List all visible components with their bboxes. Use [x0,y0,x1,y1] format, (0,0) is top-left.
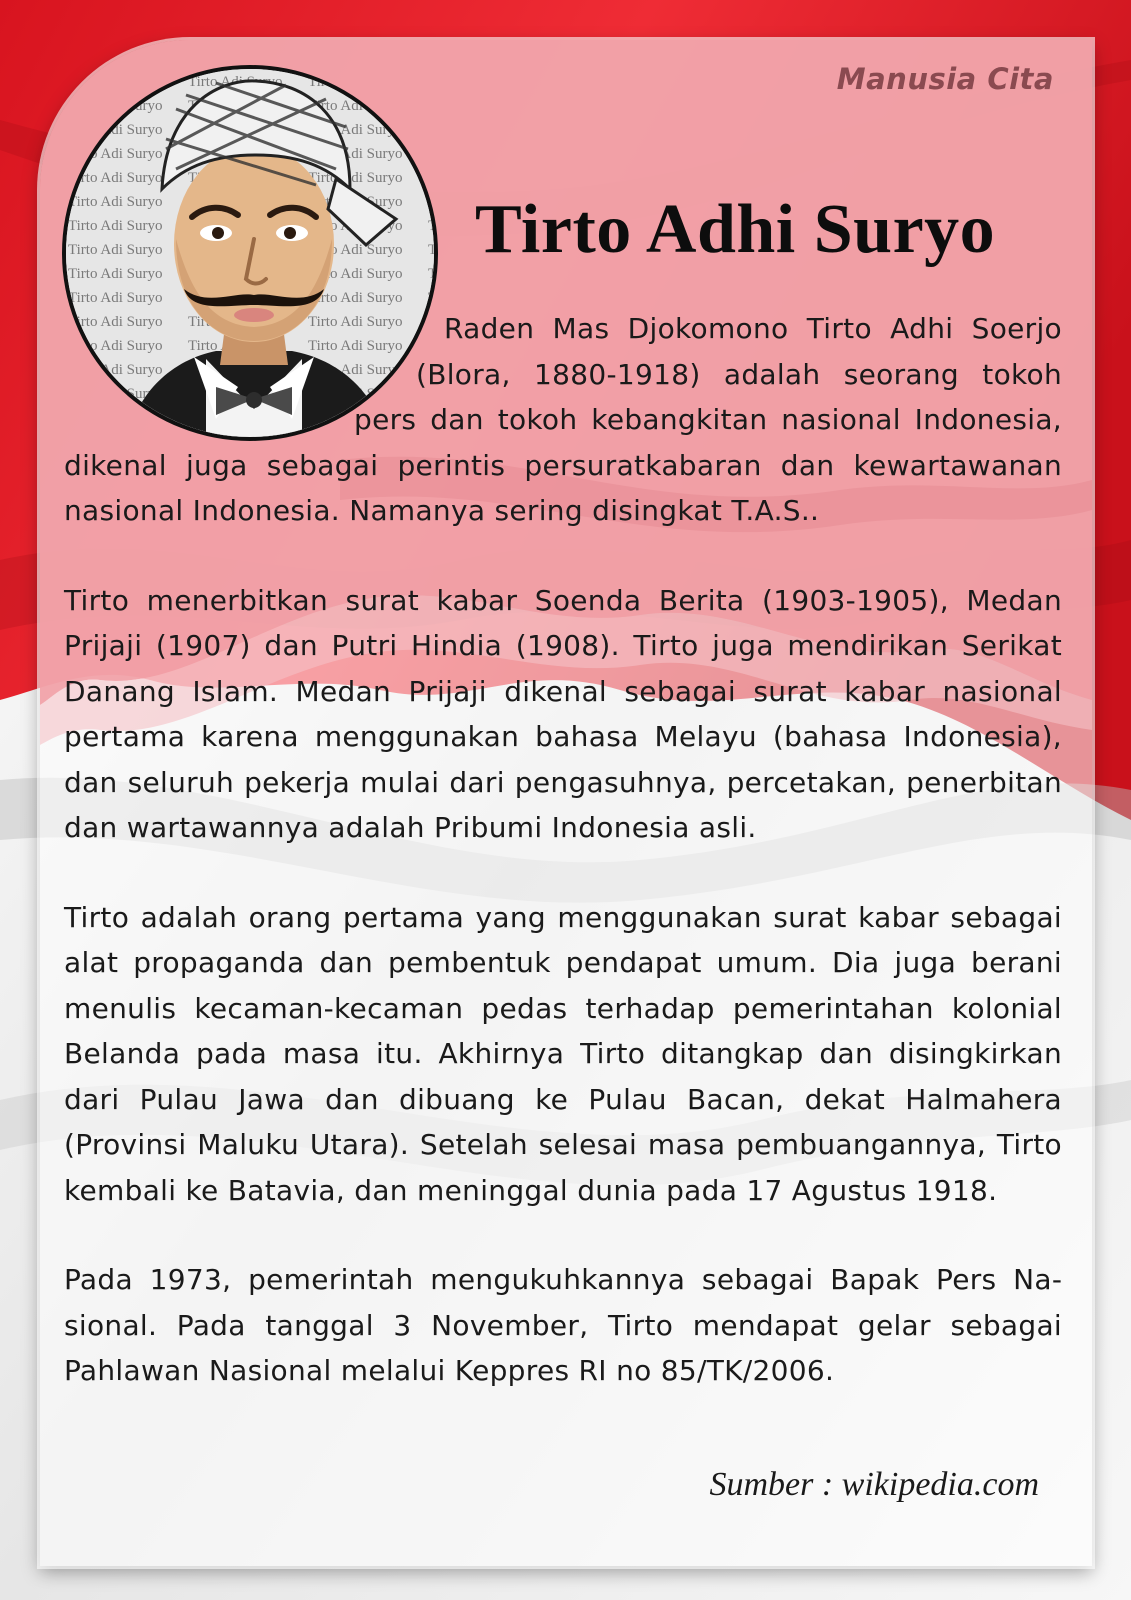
paragraph-1: Raden Mas Djokomono Tirto Adhi Soerjo (Blora, 1880-1918) adalah seorang tokoh pers dan tokoh kebangkitan nasional Indonesia, dikenal juga sebagai perintis persuratkabaran dan kewartawanan nasional Indonesia. Namanya sering disingkat T.A.S.. [64,312,1062,527]
page-title: Tirto Adhi Suryo [475,191,996,268]
article-body [64,306,1062,1438]
portrait-wrap-spacer [64,306,444,351]
paragraph-2: Tirto menerbitkan surat kabar Soenda Berita (1903-1905), Medan Prijaji (1907) dan Putri Hindia (1908). Tirto juga mendirikan Serikat Danang Islam. Medan Prijaji dikenal sebagai surat kabar nasional pertama karena menggunakan bahasa Melayu (bahasa Indonesia), dan seluruh pekerja mulai dari pengasuhnya, percetakan, penerbitan dan wartawannya adalah Pribumi Indonesia asli. [64,583,1062,844]
paragraph-3: Tirto adalah orang pertama yang menggunakan surat kabar sebagai alat propaganda dan pembentuk pendapat umum. Dia juga berani menulis kecaman-kecaman pedas terhadap pemerintahan kolonial Belanda pada masa itu. Akhirnya Tirto ditangkap dan disingkirkan dari Pulau Jawa dan dibuang ke Pulau Bacan, dekat Halmahera (Provinsi Maluku Utara). Setelah selesai masa pembuangannya, Tirto kembali ke Batavia, dan meninggal dunia pada 17 Agustus 1918. [64,900,1062,1207]
portrait-wrap-spacer [64,396,354,441]
portrait-wrap-spacer [64,351,416,396]
brand-label: Manusia Cita [836,62,1054,96]
source-credit: Sumber : wikipedia.com [709,1466,1039,1503]
paragraph-4: Pada 1973, pemerintah mengukuhkannya sebagai Bapak Pers Nasional. Pada tanggal 3 November, Tirto mendapat gelar sebagai Pahlawan Nasional melalui Keppres RI no 85/TK/2006. [64,1263,1062,1387]
